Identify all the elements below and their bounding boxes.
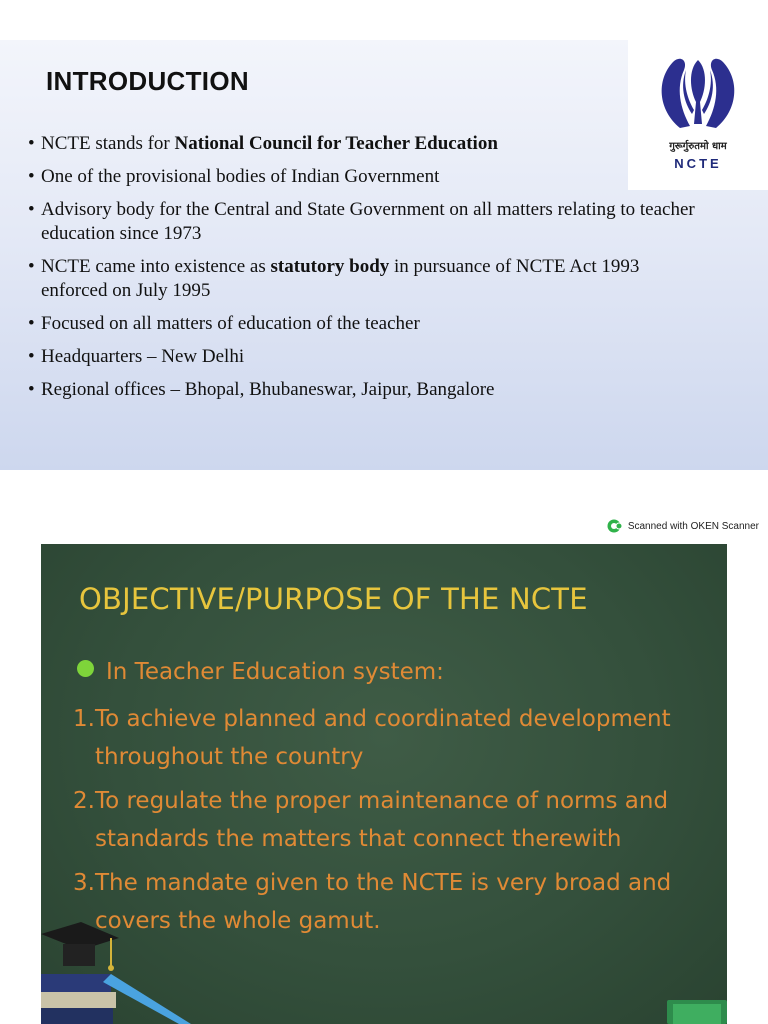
logo-motto: गुरूर्गुरुतमो धाम — [669, 141, 727, 152]
green-block-icon — [667, 1000, 727, 1024]
objective-slide — [41, 544, 727, 1024]
list-item: • One of the provisional bodies of Indian Government — [28, 165, 708, 189]
intro-slide — [0, 40, 768, 470]
objective-bullet: In Teacher Education system: — [77, 659, 444, 685]
list-item: • Focused on all matters of education of the teacher — [28, 312, 708, 336]
list-item: 2.To regulate the proper maintenance of norms and standards the matters that connect therewith — [73, 788, 669, 852]
ncte-emblem-icon — [628, 40, 768, 140]
scanner-watermark — [607, 518, 759, 534]
intro-title: INTRODUCTION — [46, 66, 249, 96]
watermark-text: Scanned with OKEN Scanner — [627, 520, 759, 532]
green-bullet-icon — [77, 660, 94, 677]
list-item: • NCTE stands for National Council for Teacher Education — [28, 132, 708, 156]
oken-scanner-icon — [607, 518, 623, 534]
books-illustration-icon — [41, 904, 191, 1024]
intro-bullet-list — [28, 132, 708, 411]
list-item: 1.To achieve planned and coordinated development throughout the country — [73, 706, 671, 770]
list-item: • NCTE came into existence as statutory body in pursuance of NCTE Act 1993 enforced on July 1995 — [28, 255, 708, 303]
list-item: • Regional offices – Bhopal, Bhubaneswar, Jaipur, Bangalore — [28, 378, 708, 402]
list-item: • Headquarters – New Delhi — [28, 345, 708, 369]
logo-acronym: NCTE — [674, 156, 722, 171]
list-item: 3.The mandate given to the NCTE is very broad and covers the whole gamut. — [73, 870, 672, 934]
list-item: • Advisory body for the Central and State Government on all matters relating to teacher education since 1973 — [28, 198, 708, 246]
objective-title: OBJECTIVE/PURPOSE OF THE NCTE — [79, 582, 588, 616]
